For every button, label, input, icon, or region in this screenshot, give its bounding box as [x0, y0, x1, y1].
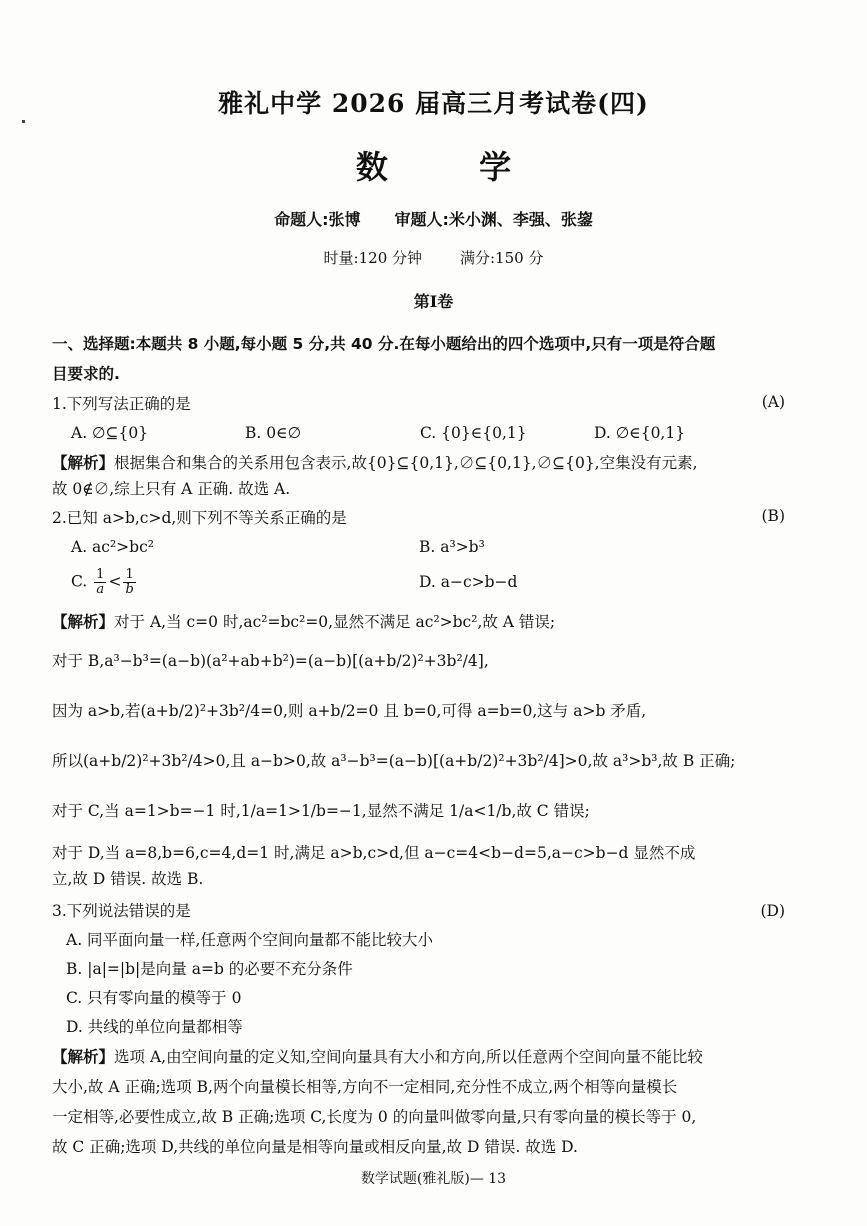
q3-analysis-text-1: 选项 A,由空间向量的定义知,空间向量具有大小和方向,所以任意两个空间向量不能比较 — [114, 1048, 703, 1066]
q1-analysis-2: 故 0∉∅,综上只有 A 正确. 故选 A. — [52, 480, 291, 498]
q1-option-a: A. ∅⊆{0} — [71, 424, 149, 442]
q2-option-c-label: C. — [71, 572, 88, 591]
q2-analysis-tag: 【解析】 — [52, 613, 115, 631]
q2-option-c: C. $\frac{1}{a}$ < $\frac{1}{b}$ — [71, 567, 134, 597]
fraction: $\frac{1}{b}$ — [125, 567, 134, 597]
q1-option-d: D. ∅∈{0,1} — [594, 424, 686, 442]
q3-stem: 3.下列说法错误的是 — [52, 902, 191, 920]
author-setter: 命题人:张博 — [274, 210, 361, 229]
q1-stem: 1.下列写法正确的是 — [52, 395, 191, 413]
q2-analysis-b1: 对于 B,a³−b³=(a−b)(a²+ab+b²)=(a−b)[(a+b/2)²+3b²/4], — [52, 652, 489, 670]
timing-line — [0, 247, 867, 268]
q3-analysis-1 — [52, 1046, 703, 1068]
scan-speck — [22, 120, 25, 123]
q2-answer: (B) — [761, 507, 785, 525]
q3-analysis-4: 故 C 正确;选项 D,共线的单位向量是相等向量或相反向量,故 D 错误. 故选 D. — [52, 1138, 578, 1156]
school-title: 雅礼中学 2026 届高三月考试卷(四) — [218, 89, 649, 118]
q2-analysis-a-text: 对于 A,当 c=0 时,ac²=bc²=0,显然不满足 ac²>bc²,故 A 错误; — [114, 613, 556, 631]
page-footer: 数学试题(雅礼版)— 13 — [360, 1171, 507, 1187]
q2-analysis-d1: 对于 D,当 a=8,b=6,c=4,d=1 时,满足 a>b,c>d,但 a−c=4<b−d=5,a−c>b−d 显然不成 — [52, 844, 696, 862]
volume-title: 第Ⅰ卷 — [413, 292, 454, 311]
q3-analysis-tag: 【解析】 — [52, 1048, 115, 1066]
authors-line — [0, 207, 867, 230]
q2-analysis-a — [52, 611, 555, 633]
q3-option-b: B. |a|=|b|是向量 a=b 的必要不充分条件 — [66, 960, 353, 978]
q3-option-c: C. 只有零向量的模等于 0 — [66, 989, 242, 1007]
subject-title: 数 学 — [355, 148, 552, 186]
q1-option-b: B. 0∈∅ — [245, 424, 302, 442]
q2-option-d: D. a−c>b−d — [419, 573, 518, 591]
author-reviewers: 审题人:米小渊、李强、张鋆 — [394, 210, 593, 229]
q2-option-b: B. a³>b³ — [419, 538, 485, 556]
q2-analysis-b3: 所以(a+b/2)²+3b²/4>0,且 a−b>0,故 a³−b³=(a−b)[(a+b/2)²+3b²/4]>0,故 a³>b³,故 B 正确; — [52, 752, 736, 770]
q1-analysis-1 — [52, 452, 698, 474]
q3-analysis-2: 大小,故 A 正确;选项 B,两个向量模长相等,方向不一定相同,充分性不成立,两个相等向量模长 — [52, 1078, 678, 1096]
fraction: $\frac{1}{a}$ — [96, 567, 105, 597]
q3-option-a: A. 同平面向量一样,任意两个空间向量都不能比较大小 — [66, 931, 433, 949]
q1-answer: (A) — [761, 393, 785, 411]
section-heading: 一、选择题:本题共 8 小题,每小题 5 分,共 40 分.在每小题给出的四个选项中,只有一项是符合题 — [52, 335, 716, 353]
q1-option-c: C. {0}∈{0,1} — [420, 424, 527, 442]
time-limit: 时量:120 分钟 — [323, 249, 422, 267]
q2-option-a: A. ac²>bc² — [71, 538, 154, 556]
q3-answer: (D) — [760, 902, 785, 920]
q2-analysis-b2: 因为 a>b,若(a+b/2)²+3b²/4=0,则 a+b/2=0 且 b=0,可得 a=b=0,这与 a>b 矛盾, — [52, 702, 647, 720]
full-score: 满分:150 分 — [460, 249, 544, 267]
q2-stem: 2.已知 a>b,c>d,则下列不等关系正确的是 — [52, 509, 347, 527]
q3-option-d: D. 共线的单位向量都相等 — [66, 1018, 243, 1036]
q1-analysis-text-1: 根据集合和集合的关系用包含表示,故{0}⊆{0,1},∅⊆{0,1},∅⊆{0},空集没有元素, — [114, 454, 698, 472]
q3-analysis-3: 一定相等,必要性成立,故 B 正确;选项 C,长度为 0 的向量叫做零向量,只有零向量的模长等于 0, — [52, 1108, 697, 1126]
q2-analysis-c: 对于 C,当 a=1>b=−1 时,1/a=1>1/b=−1,显然不满足 1/a<1/b,故 C 错误; — [52, 802, 590, 820]
q2-analysis-d2: 立,故 D 错误. 故选 B. — [52, 870, 204, 888]
section-heading-cont: 目要求的. — [52, 365, 120, 383]
q1-analysis-tag: 【解析】 — [52, 454, 115, 472]
